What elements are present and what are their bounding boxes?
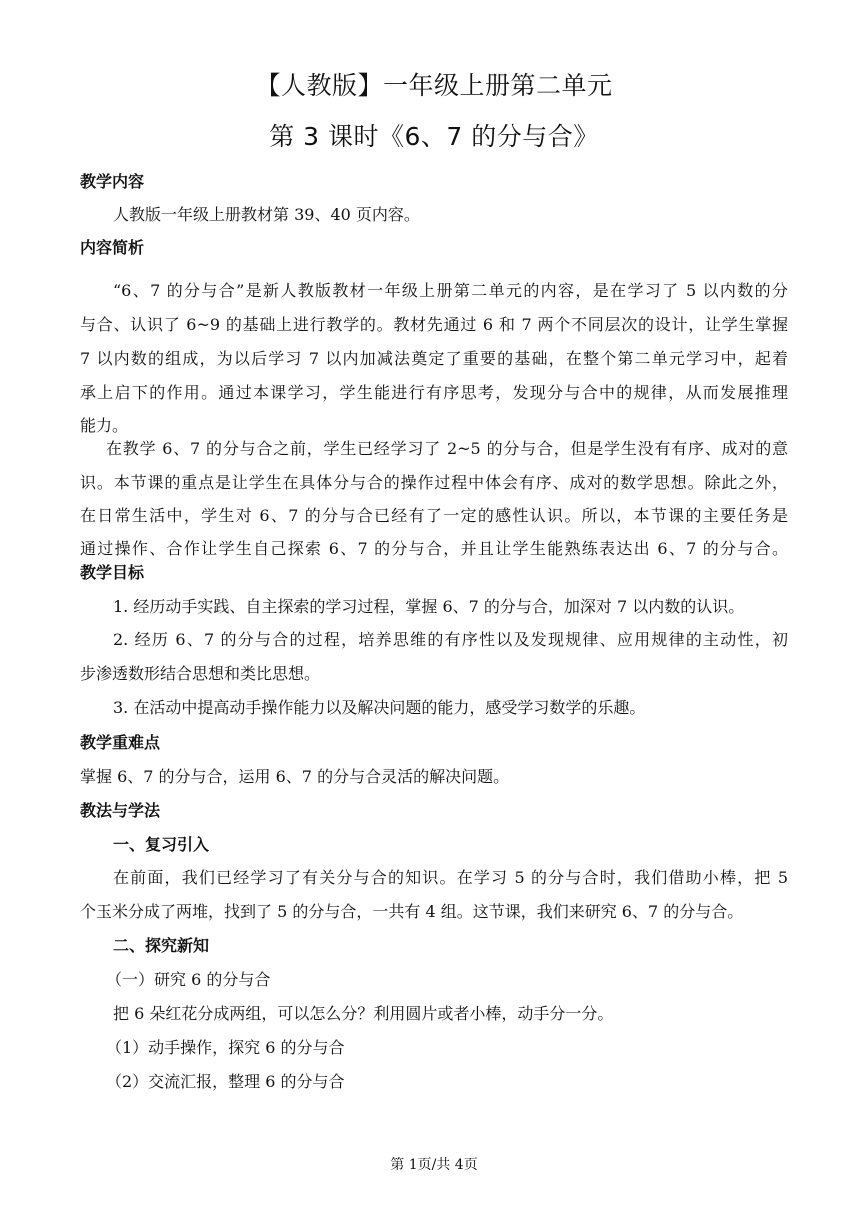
analysis-paragraph-line: 承上启下的作用。通过本课学习，学生能进行有序思考，发现分与合中的规律，从而发展推理 [80,383,788,402]
heading-teaching-goals: 教学目标 [80,563,145,582]
teaching-content-text: 人教版一年级上册教材第 39、40 页内容。 [113,205,420,224]
analysis-paragraph-line: 与合、认识了 6~9 的基础上进行教学的。教材先通过 6 和 7 两个不同层次的设计，让学生掌握 [80,315,788,334]
goal-item-continuation: 步渗透数形结合思想和类比思想。 [80,664,321,683]
analysis-paragraph-line: 在日常生活中，学生对 6、7 的分与合已经有了一定的感性认识。所以，本节课的主要任务是 [80,506,788,525]
analysis-paragraph-line: 在教学 6、7 的分与合之前，学生已经学习了 2~5 的分与合，但是学生没有有序、成对的意 [106,439,788,458]
lesson-title: 第 3 课时《6、7 的分与合》 [269,122,599,151]
heading-methods: 教法与学法 [80,801,161,820]
explore-step: （2）交流汇报，整理 6 的分与合 [106,1072,345,1091]
review-intro-line: 个玉米分成了两堆，找到了 5 的分与合，一共有 4 组。这节课，我们来研究 6、7 的分与合。 [80,902,744,921]
heading-teaching-content: 教学内容 [80,172,145,191]
analysis-paragraph-line: 能力。 [80,416,129,435]
analysis-paragraph-line: 7 以内数的组成，为以后学习 7 以内加减法奠定了重要的基础，在整个第二单元学习中，起着 [80,349,788,368]
page-number: 第 1页/共 4页 [390,1157,478,1173]
heading-key-points: 教学重难点 [80,733,161,752]
review-intro-line: 在前面，我们已经学习了有关分与合的知识。在学习 5 的分与合时，我们借助小棒，把 5 [113,868,788,887]
analysis-paragraph-line: “6、7 的分与合”是新人教版教材一年级上册第二单元的内容，是在学习了 5 以内数的分 [113,281,788,300]
explore-step: （1）动手操作，探究 6 的分与合 [106,1038,345,1057]
heading-explore-new: 二、探究新知 [113,936,210,955]
document-title: 【人教版】一年级上册第二单元 [255,71,613,100]
heading-review-intro: 一、复习引入 [113,835,210,854]
explore-instruction: 把 6 朵红花分成两组，可以怎么分？利用圆片或者小棒，动手分一分。 [113,1004,614,1023]
goal-item: 1. 经历动手实践、自主探索的学习过程，掌握 6、7 的分与合，加深对 7 以内数的认识。 [113,597,745,616]
subheading-study-six: （一）研究 6 的分与合 [106,970,271,989]
goal-item: 3. 在活动中提高动手操作能力以及解决问题的能力，感受学习数学的乐趣。 [113,698,646,717]
goal-item: 2. 经历 6、7 的分与合的过程，培养思维的有序性以及发现规律、应用规律的主动性，初 [113,630,788,649]
heading-content-analysis: 内容简析 [80,238,145,257]
analysis-paragraph-line: 识。本节课的重点是让学生在具体分与合的操作过程中体会有序、成对的数学思想。除此之外， [80,473,788,492]
key-points-text: 掌握 6、7 的分与合，运用 6、7 的分与合灵活的解决问题。 [80,767,510,786]
analysis-paragraph-line: 通过操作、合作让学生自己探索 6、7 的分与合，并且让学生能熟练表达出 6、7 的分与合。 [80,539,788,558]
